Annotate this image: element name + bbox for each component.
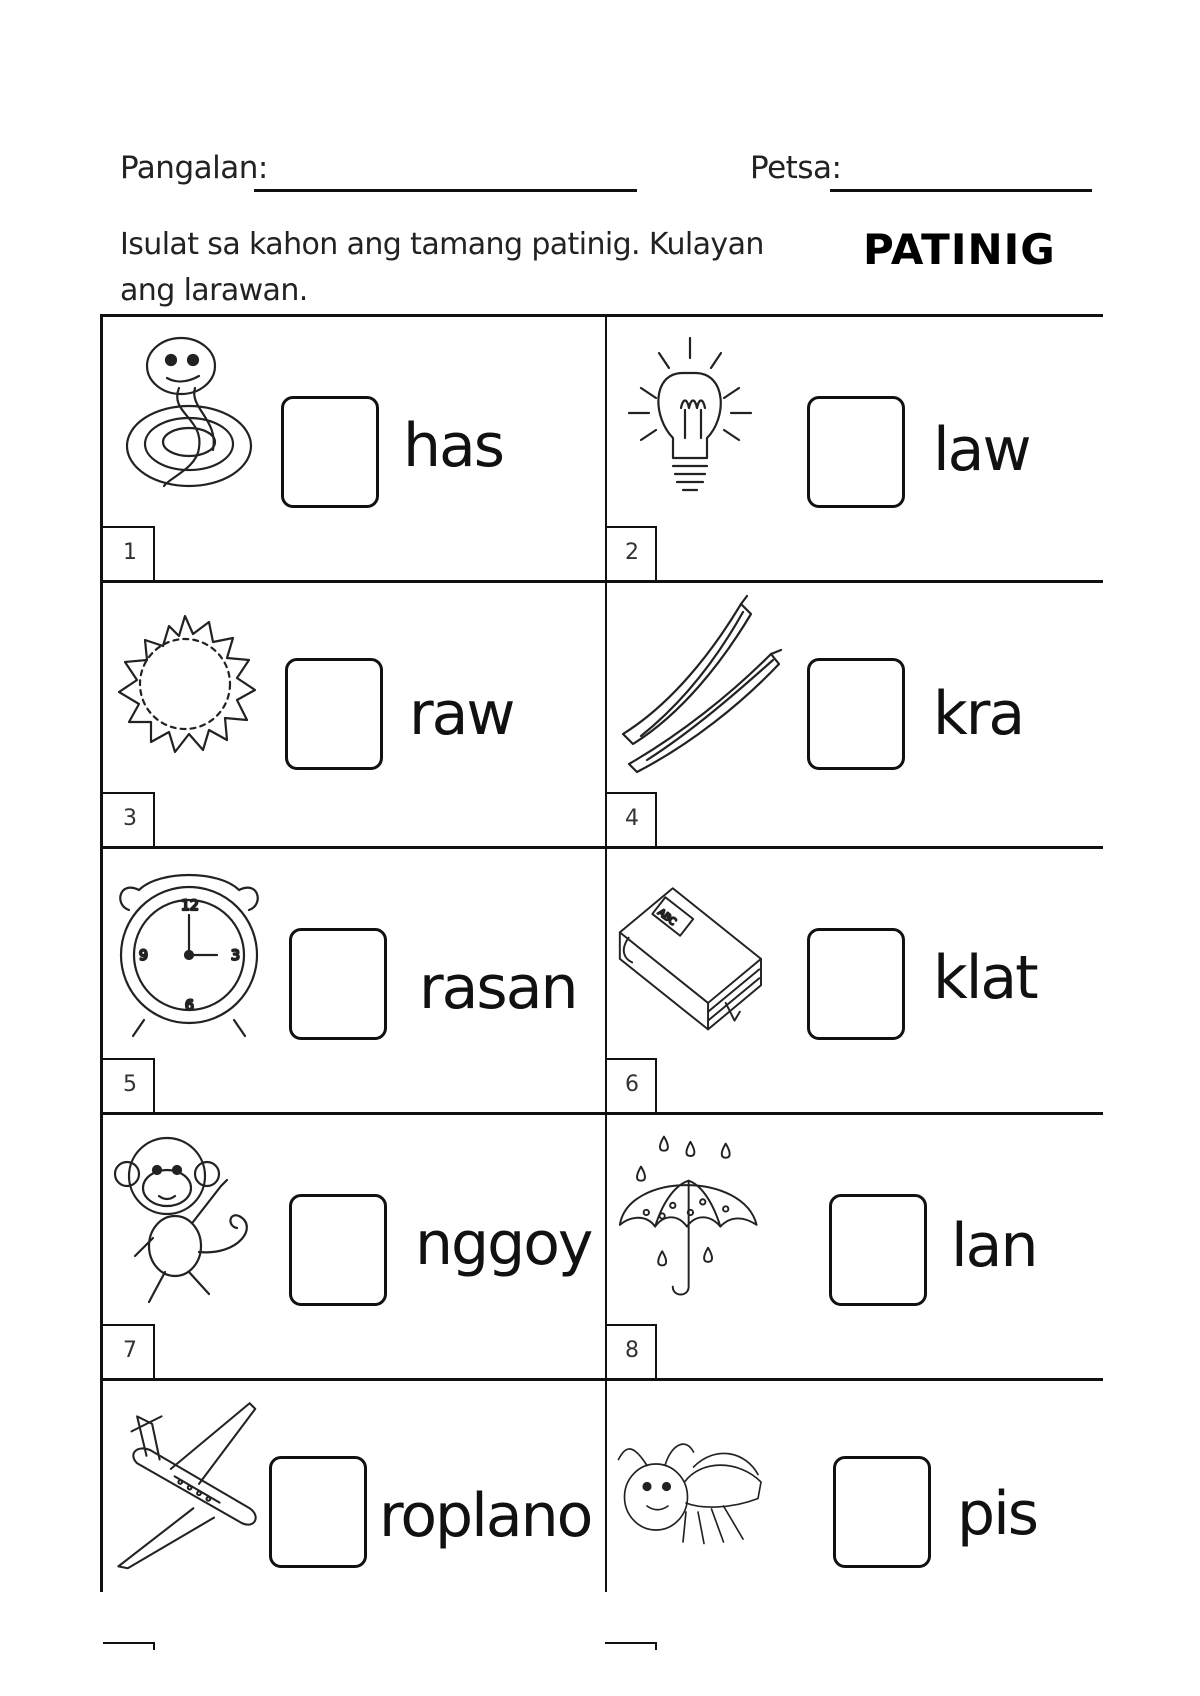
- answer-box[interactable]: [285, 658, 383, 770]
- answer-box[interactable]: [289, 1194, 387, 1306]
- answer-box[interactable]: [289, 928, 387, 1040]
- exercise-item: [605, 1380, 1105, 1646]
- item-number: 4: [605, 792, 657, 848]
- item-number: 2: [605, 526, 657, 582]
- snake-icon: [109, 328, 259, 508]
- date-label: Petsa:: [750, 150, 842, 186]
- book-label: ABC: [655, 907, 678, 928]
- grasshopper-icon: [611, 1392, 761, 1572]
- item-number: 3: [103, 792, 155, 848]
- item-number: 6: [605, 1058, 657, 1114]
- alarm-clock-icon: [109, 860, 259, 1040]
- exercise-item: [605, 582, 1105, 848]
- clock-numeral: 9: [139, 948, 148, 964]
- answer-box[interactable]: [829, 1194, 927, 1306]
- answer-box[interactable]: [807, 658, 905, 770]
- name-label: Pangalan:: [120, 150, 268, 186]
- answer-box[interactable]: [269, 1456, 367, 1568]
- worksheet-title: PATINIG: [863, 225, 1056, 274]
- exercise-item: [605, 316, 1105, 582]
- monkey-icon: [109, 1126, 259, 1306]
- umbrella-icon: [611, 1126, 761, 1306]
- exercise-item: [103, 1114, 603, 1380]
- word-fragment: roplano: [379, 1481, 592, 1551]
- answer-box[interactable]: [807, 928, 905, 1040]
- item-number: 5: [103, 1058, 155, 1114]
- word-fragment: has: [403, 411, 504, 481]
- sun-icon: [109, 594, 259, 774]
- okra-icon: [611, 594, 761, 774]
- clock-numeral: 6: [185, 998, 194, 1014]
- word-fragment: lan: [951, 1211, 1037, 1281]
- instruction-text: Isulat sa kahon ang tamang patinig. Kulayan ang larawan.: [120, 227, 764, 308]
- word-fragment: nggoy: [415, 1209, 592, 1279]
- clock-numeral: 12: [181, 898, 199, 914]
- exercise-item: [103, 316, 603, 582]
- answer-box[interactable]: [281, 396, 379, 508]
- exercise-item: [605, 1114, 1105, 1380]
- name-field[interactable]: [254, 189, 637, 192]
- word-fragment: kra: [933, 679, 1024, 749]
- item-number: [605, 1642, 657, 1650]
- item-number: 7: [103, 1324, 155, 1380]
- date-field[interactable]: [830, 189, 1092, 192]
- word-fragment: pis: [957, 1479, 1038, 1549]
- item-number: 8: [605, 1324, 657, 1380]
- exercise-grid: [100, 314, 1100, 1592]
- word-fragment: rasan: [419, 953, 577, 1023]
- exercise-item: [103, 582, 603, 848]
- exercise-item: [605, 848, 1105, 1114]
- answer-box[interactable]: [807, 396, 905, 508]
- exercise-item: [103, 848, 603, 1114]
- word-fragment: law: [933, 415, 1030, 485]
- item-number: 1: [103, 526, 155, 582]
- airplane-icon: [109, 1392, 259, 1572]
- clock-numeral: 3: [231, 948, 240, 964]
- lightbulb-icon: [611, 328, 761, 508]
- answer-box[interactable]: [833, 1456, 931, 1568]
- word-fragment: klat: [933, 943, 1037, 1013]
- exercise-item: [103, 1380, 603, 1646]
- item-number: [103, 1642, 155, 1650]
- word-fragment: raw: [409, 679, 514, 749]
- book-icon: [611, 860, 761, 1040]
